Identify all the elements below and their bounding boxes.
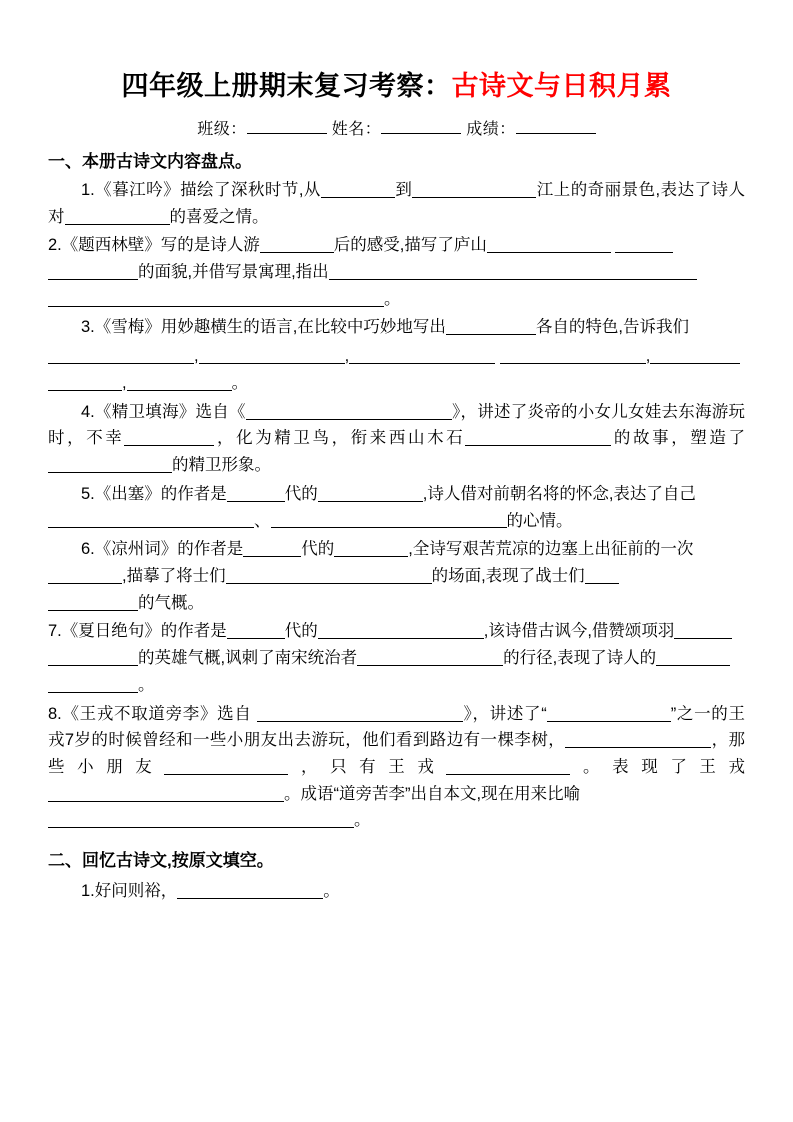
student-info-line: [48, 116, 745, 139]
question-8: [48, 701, 745, 835]
question-5-blank-1[interactable]: [227, 483, 285, 501]
question-3: [48, 314, 745, 341]
question-3-text-a: 3.《雪梅》用妙趣横生的语言,在比较中巧妙地写出: [81, 318, 446, 337]
question-8-text-c: ”之一的王戎7岁的时候曾经和一些小朋友出去游玩，他们看到路边有一棵李树，: [48, 704, 745, 750]
question-7-text-a: 7.《夏日绝句》的作者是: [48, 622, 227, 641]
section-two-heading: 二、回忆古诗文,按原文填空。: [48, 851, 274, 871]
question-6-text-b: 代的: [301, 540, 335, 559]
page-title-main: 四年级上册期末复习考察：: [121, 71, 452, 101]
question-8-text-h: 。: [354, 811, 371, 830]
question-4-blank-4[interactable]: [48, 455, 172, 473]
question-3-text-b: 各自的特色,告诉我们: [535, 318, 689, 337]
question-6-text-e: 的场面,表现了战士们: [431, 566, 585, 585]
question-2-blank-3[interactable]: [615, 235, 673, 253]
question-8-text-d: ，那些小朋友: [48, 731, 745, 776]
question-4-blank-1[interactable]: [246, 401, 452, 419]
question-6-text-f: 的气概。: [138, 593, 204, 612]
question-1-blank-2[interactable]: [412, 180, 536, 198]
question-8-text-b: 》，讲述了“: [462, 704, 547, 723]
question-4-blank-2[interactable]: [124, 428, 214, 446]
question-2-blank-2[interactable]: [487, 235, 611, 253]
question-7-blank-5[interactable]: [357, 648, 503, 666]
question-1-text-a: 1.《暮江吟》描绘了深秋时节,从: [81, 180, 321, 199]
question-1-text-d: 的喜爱之情。: [169, 207, 269, 226]
question-6-text-c: ,全诗写艰苦荒凉的边塞上出征前的一次: [408, 540, 694, 559]
question-3-blank-5[interactable]: [500, 346, 646, 364]
question-6-blank-6[interactable]: [48, 592, 138, 610]
question-8-blank-3[interactable]: [565, 730, 711, 748]
question-2-text-a: 2.《题西林壁》写的是诗人游: [48, 236, 260, 255]
question-3-blank-3[interactable]: [199, 346, 345, 364]
question-4-text-c: ，化为精卫鸟，衔来西山木石: [214, 429, 466, 448]
question-5-text-c: ,诗人借对前朝名将的怀念,表达了自己: [422, 484, 696, 503]
question-7-blank-1[interactable]: [227, 621, 285, 639]
question-3-blank-1[interactable]: [446, 317, 536, 335]
question-4-text-a: 4.《精卫填海》选自《: [81, 402, 246, 421]
question-1-text-b: 到: [394, 180, 413, 199]
question-3-text-e: ,: [645, 347, 651, 366]
question-8-text-g: 。成语“道旁苦李”出自本文,现在用来比喻: [284, 784, 581, 803]
question-1-blank-1[interactable]: [321, 180, 395, 198]
question-5-text-b: 代的: [284, 484, 318, 503]
question-2-blank-4[interactable]: [48, 262, 138, 280]
question-4-text-d: 的故事，塑造了: [611, 429, 746, 448]
question-5: [48, 481, 745, 534]
question-2-text-c: 的面貌,并借写景寓理,指出: [138, 263, 329, 282]
question-1-blank-3[interactable]: [65, 206, 170, 224]
question-2-blank-1[interactable]: [260, 235, 334, 253]
question-8-text-f: 。表现了王戎: [570, 757, 745, 776]
question-3-text-g: 。: [231, 373, 249, 392]
question-4-text-b: 》，讲述了炎帝的小女儿女娃去东海游玩时，不幸: [48, 402, 746, 448]
section-one-heading: 一、本册古诗文内容盘点。: [48, 152, 252, 172]
question-8-blank-1[interactable]: [257, 703, 463, 721]
section-two-question-1-blank[interactable]: [177, 880, 323, 898]
question-5-blank-2[interactable]: [318, 483, 423, 501]
question-4: [48, 399, 745, 479]
question-5-blank-4[interactable]: [271, 510, 507, 528]
score-blank[interactable]: [516, 117, 596, 134]
question-3-blank-2[interactable]: [48, 346, 194, 364]
question-3-blank-4[interactable]: [349, 346, 495, 364]
question-6-blank-4[interactable]: [226, 566, 432, 584]
question-8-blank-6[interactable]: [48, 783, 284, 801]
question-7-text-d: 的英雄气概,讽刺了南宋统治者: [138, 649, 358, 668]
class-label: 班级：: [197, 121, 247, 139]
section-two-question-1-text-a: 1.好问则裕，: [81, 881, 178, 900]
question-7-blank-7[interactable]: [48, 674, 138, 692]
question-7-text-c: ,该诗借古讽今,借赞颂项羽: [483, 622, 675, 641]
question-1-text-c: 江上的奇丽景色,表达了诗人对: [48, 180, 745, 226]
question-7-text-f: 。: [138, 675, 155, 694]
name-label: 姓名：: [331, 121, 382, 139]
question-8-blank-7[interactable]: [48, 810, 354, 828]
question-8-text-e: ，只有王戎: [288, 757, 447, 776]
question-7-text-e: 的行径,表现了诗人的: [503, 649, 657, 668]
section-two-question-1-text-b: 。: [323, 881, 340, 900]
class-blank[interactable]: [247, 117, 327, 134]
question-2-text-d: 。: [384, 289, 401, 308]
name-blank[interactable]: [381, 117, 461, 134]
question-5-text-e: 的心情。: [506, 511, 573, 530]
question-6: [48, 536, 745, 616]
question-6-blank-2[interactable]: [334, 539, 408, 557]
page-title: [48, 70, 745, 102]
question-8-blank-5[interactable]: [446, 757, 570, 775]
question-6-blank-3[interactable]: [48, 566, 122, 584]
question-5-text-d: 、: [254, 511, 271, 530]
question-2: [48, 232, 745, 312]
page-title-highlight: 古诗文与日积月累: [451, 71, 672, 101]
question-2-blank-6[interactable]: [48, 288, 384, 306]
question-3-text-d: ,: [344, 347, 350, 366]
question-3-blank-6[interactable]: [650, 346, 740, 364]
question-2-blank-5[interactable]: [329, 262, 697, 280]
question-7-blank-4[interactable]: [48, 648, 138, 666]
question-5-text-a: 5.《出塞》的作者是: [81, 484, 227, 503]
question-7: [48, 618, 745, 698]
question-5-blank-3[interactable]: [48, 510, 254, 528]
question-7-blank-3[interactable]: [674, 621, 732, 639]
question-6-blank-5[interactable]: [585, 566, 619, 584]
score-label: 成绩：: [466, 121, 516, 139]
question-3-blank-8[interactable]: [127, 373, 232, 391]
question-6-blank-1[interactable]: [243, 539, 301, 557]
question-8-blank-2[interactable]: [547, 703, 671, 721]
section-two-question-1: [48, 878, 745, 905]
question-3-blank-7[interactable]: [48, 373, 122, 391]
question-4-text-e: 的精卫形象。: [172, 456, 271, 475]
question-7-blank-6[interactable]: [656, 648, 730, 666]
question-3-cont: [48, 343, 745, 396]
question-8-text-a: 8.《王戎不取道旁李》选自: [48, 704, 252, 723]
question-8-blank-4[interactable]: [164, 757, 288, 775]
question-1: [48, 177, 745, 230]
question-7-text-b: 代的: [284, 622, 318, 641]
question-3-text-c: ,: [194, 347, 199, 366]
question-4-blank-3[interactable]: [465, 428, 611, 446]
question-7-blank-2[interactable]: [318, 621, 484, 639]
question-6-text-d: ,描摹了将士们: [122, 566, 226, 585]
question-2-text-b: 后的感受,描写了庐山: [333, 236, 487, 255]
question-6-text-a: 6.《凉州词》的作者是: [81, 540, 244, 559]
question-3-text-f: ,: [122, 373, 127, 392]
